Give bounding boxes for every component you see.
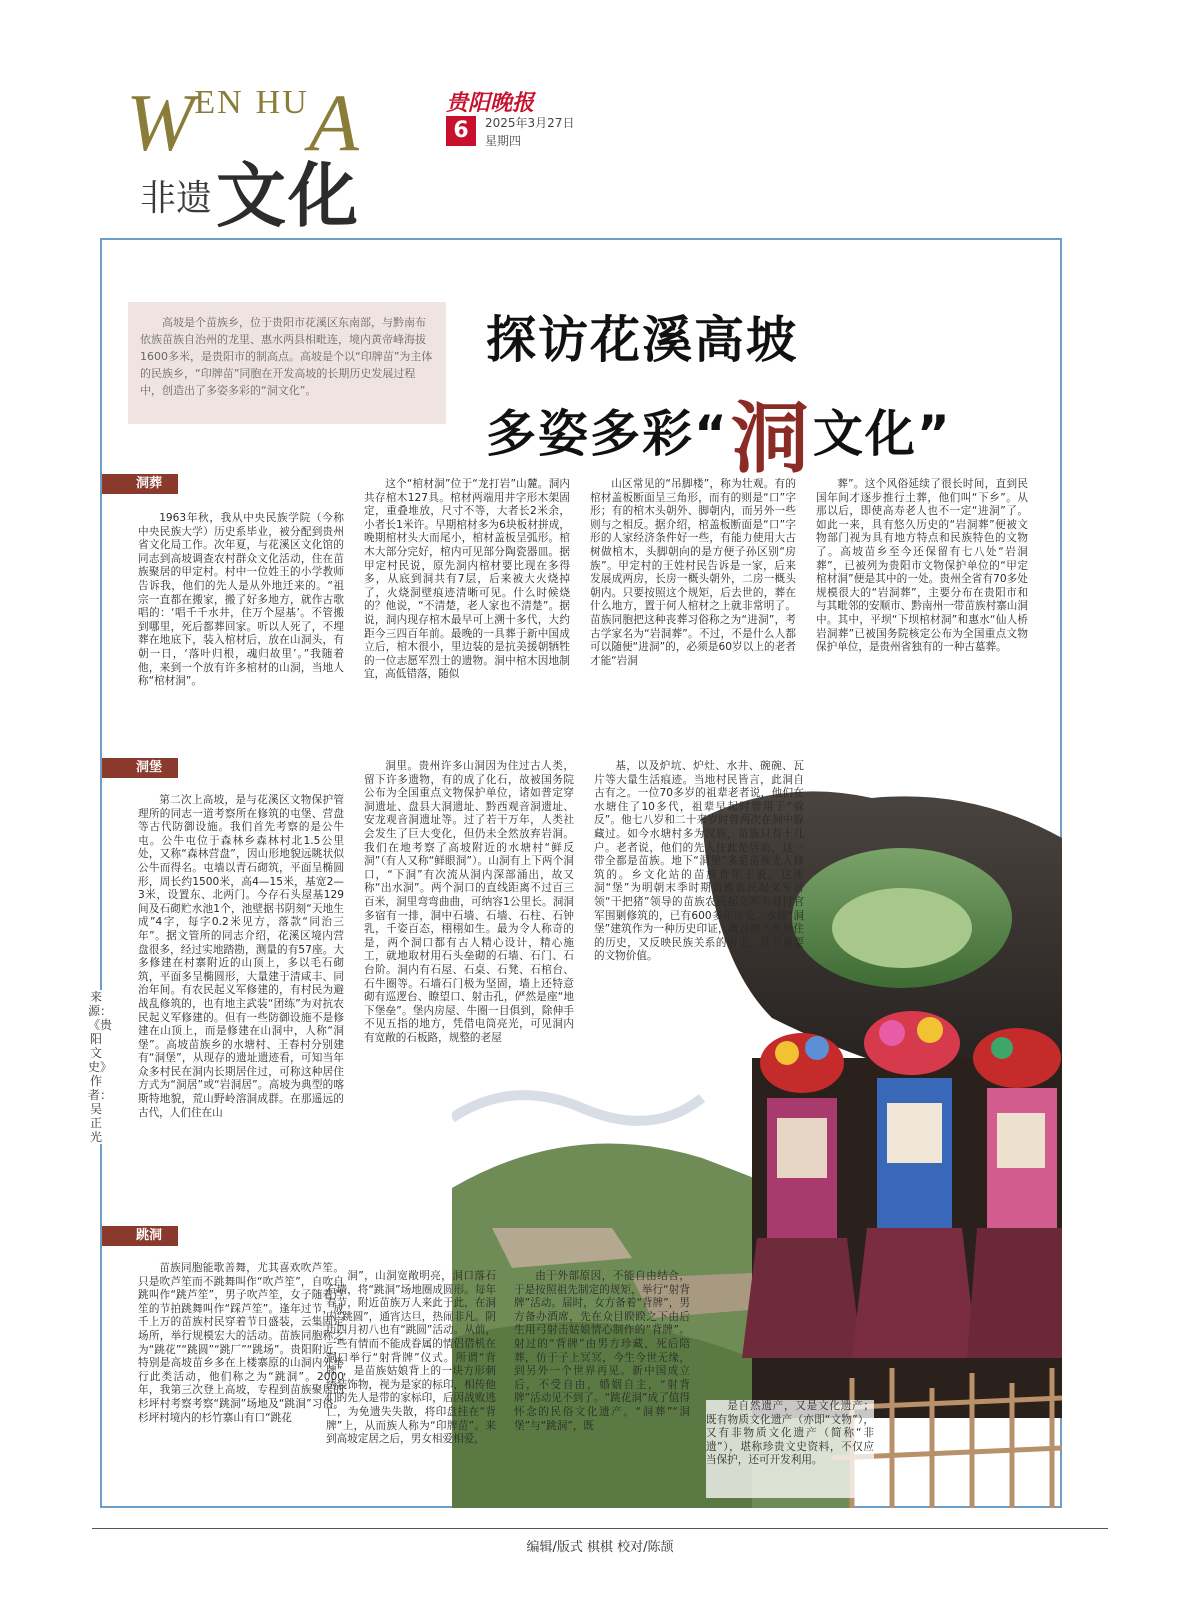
headline-line1: 探访花溪高坡 <box>486 311 798 369</box>
section1-col2: 这个“棺材洞”位于“龙打岩”山麓。洞内共存棺木127具。棺材两端用井字形木架固定，重叠堆放，尺寸不等，大者长2米余，小者长1米许。早期棺材多为6块板材拼成，晚期棺材头大而尾小，棺材盖板呈弧形。棺木大部分完好，棺内可见部分陶瓷器皿。据甲定村民说，原先洞内棺材要比现在多得多，从底到洞共有7层，后来被大火烧掉了，火烧洞壁痕迹清晰可见。什么时候烧的？他说，“不清楚，老人家也不清楚”。据说，洞内现存棺木最早可上溯十多代，大约距今三四百年前。最晚的一具葬于新中国成立后，棺木很小，里边装的是抗美援朝牺牲的一位志愿军烈士的遗物。洞中棺木因地制宜，高低错落，随似 <box>364 478 570 681</box>
section-feiyi: 非遗 <box>140 178 213 219</box>
source-note: 来源：《贵阳文史》作者：吴正光 <box>88 990 113 1144</box>
section-tag-dongzang: 洞葬 <box>102 474 178 494</box>
section3-col2: 洞”，山洞宽敞明亮，洞口落石石墙，将“跳洞”场地圈成圆形。每年春节，附近苗族万人来此于此，在洞内“跳圆”，通宵达旦，热闹非凡。阴历四月初八也有“跳圆”活动。从前，一些有情而不能成眷属的情侣借机在洞口举行“射背牌”仪式。所谓“背牌”，是苗族姑娘背上的一块方形刺绣装饰物，视为是家的标印，相传他们的先人是带的家标印，后因战败逃亡，为免遗失失散，将印盘挂在“背牌”上，从而族人称为“印牌苗”。来到高坡定居之后，男女相爱相爱， <box>326 1270 496 1446</box>
headline-line2: 多姿多彩“洞文化” <box>486 362 952 474</box>
section3-col1: 苗族同胞能歌善舞，尤其喜欢吹芦笙。只是吹芦笙而不跳舞叫作“吹芦笙”，自吹自跳叫作“跳芦笙”，男子吹芦笙，女子随着芦笙的节拍跳舞叫作“踩芦笙”。逢年过节，成千上万的苗族村民穿着节日盛装，云集固定场所，举行规模宏大的活动。苗族同胞称之为“跳花”“跳圆”“跳厂”“跳场”。贵阳附近，特别是高坡苗乡多在上楼寨原的山洞内外举行此类活动，他们称之为“跳洞”。2000年，我第三次登上高坡，专程到苗族聚居的杉坪村考察考察“跳洞”场地及“跳洞”习俗。杉坪村境内的杉竹寨山有口“跳花 <box>138 1262 344 1424</box>
section3-col3: 由于外部原因，不能自由结合，于是按照祖先制定的规矩，举行“射背牌”活动。届时，女方备着“背牌”，男方备办酒席，先在众目睽睽之下由后生用弓射击姑娘情心制作的“背牌”。射过的“背牌”由男方珍藏，死后陪葬，仿于子上冥冥，今生今世无缘，到另外一个世界再见。新中国成立后，不受自由，婚姻自主，“射背牌”活动见不到了。“跳花洞”成了值得怀念的民俗文化遗产。“洞葬”“洞堡”与“跳洞”，既 <box>514 1270 690 1432</box>
section1-col4: 葬”。这个风俗延续了很长时间，直到民国年间才逐步推行土葬，他们叫“下乡”。从那以后，即使高寿老人也不一定“进洞”了。如此一来，具有悠久历史的“岩洞葬”便被文物部门视为具有地方特点和民族特色的文物了。高坡苗乡至今还保留有七八处“岩洞葬”，已被列为贵阳市文物保护单位的“甲定棺材洞”便是其中的一处。贵州全省有70多处规模很大的“岩洞葬”，主要分布在贵阳市和与其毗邻的安顺市、黔南州一带苗族村寨山洞中。其中，平坝“下坝棺材洞”和惠水“仙人桥岩洞葬”已被国务院核定公布为全国重点文物保护单位，是贵州省独有的一种古墓葬。 <box>816 478 1028 654</box>
section2-col1: 第二次上高坡，是与花溪区文物保护管理所的同志一道考察所在修筑的屯堡、营盘等古代防御设施。我们首先考察的是公牛屯。公牛屯位于森林乡森林村北1.5公里处，又称“森林营盘”，因山形地貌远眺状似公牛而得名。屯墙以青石砌筑，平面呈椭圆形，周长约1500米，高4—15米，基宽2—3米，设置东、北两门。今存石头屋基129间及石砌贮水池1个，池壁据书阴刻“天地生成”4字，每字0.2米见方，落款“同治三年”。据文管所的同志介绍，花溪区境内营盘很多，经过实地踏勘，测量的有57座。大多修建在村寨附近的山顶上，多以毛石砌筑，平面多呈椭圆形，大量建于清咸丰、同治年间。有农民起义军修建的，有村民为避战乱修筑的，也有地主武装“团练”为对抗农民起义军修建的。但有一些防御设施不是修建在山顶上，而是修建在山洞中，人称“洞堡”。高坡苗族乡的水塘村、王春村分别建有“洞堡”，从现存的遗址遗迹看，可知当年众多村民在洞内长期居住过，可称这种居住方式为“洞居”或“岩洞居”。高坡为典型的喀斯特地貌，荒山野岭溶洞成群。在那遥远的古代，人们住在山 <box>138 794 344 1119</box>
page-number: 6 <box>446 116 476 146</box>
issue-date: 2025年3月27日 <box>485 116 575 130</box>
section2-col2: 洞里。贵州许多山洞因为住过古人类，留下许多遗物，有的成了化石，故被国务院公布为全国重点文物保护单位，诸如普定穿洞遗址、盘县大洞遗址、黔西观音洞遗址、安龙观音洞遗址等。过了若干万年，人类社会发生了巨大变化，但仍未全然放弃岩洞。我们在地考察了高坡附近的水塘村“鲜反洞”（有人又称“鲜眼洞”）。山洞有上下两个洞口，“下洞”有次流从洞内深部涌出，故又称“出水洞”。两个洞口的直线距离不过百三百米，洞里弯弯曲曲，可纳容1公里长。洞洞多宿有一排，洞中石墙、石墙、石柱、石钟乳，千姿百态，栩栩如生。最为令人称奇的是，两个洞口都有古人精心设计，精心施工，就地取材用石头垒砌的石墙、石门、石台阶。洞内有石屋、石桌、石凳、石棺台、石牛圈等。石墙石门极为坚固，墙上还特意砌有巡逻台、瞭望口、射击孔，俨然是座“地下堡垒”。堡内房屋、牛圈一目俱到，除伸手不见五指的地方，凭借电筒亮光，可见洞内有宽敞的石板路，规整的老屋 <box>364 760 574 1044</box>
intro-summary: 高坡是个苗族乡，位于贵阳市花溪区东南部，与黔南布依族苗族自治州的龙里、惠水两县相毗连，境内黄帝峰海拔1600多米，是贵阳市的制高点。高坡是个以“印牌苗”为主体的民族乡，“印牌苗”同胞在开发高坡的长期历史发展过程中，创造出了多姿多彩的“洞文化”。 <box>128 302 446 424</box>
newspaper-logo: 贵阳晚报 <box>446 90 535 116</box>
section1-col3: 山区常见的“吊脚楼”，称为壮观。有的棺材盖板断面呈三角形，而有的则是“口”字形；有的棺木头朝外、脚朝内，而另外一些则与之相反。据介绍，棺盖板断面是“口”字形的人家经济条件好一些，有能力使用大古树做棺木，头脚朝向的是方便子孙区别“房族”。甲定村的王姓村民告诉是一家，后来发展成两房，长房一概头朝外，二房一概头朝内。只要按照这个规矩，后去世的，葬在什么地方，置于何人棺材之上就非常明了。苗族同胞把这种丧葬习俗称之为“进洞”，考古学家名为“岩洞葬”。不过，不是什么人都可以随便“进洞”的，必须是60岁以上的老者才能“岩洞 <box>590 478 796 667</box>
section1-col1: 1963年秋，我从中央民族学院（今称中央民族大学）历史系毕业，被分配到贵州省文化局工作。次年夏，与花溪区文化馆的同志到高坡调查农村群众文化活动，住在苗族聚居的甲定村。村中一位姓王的小学教师告诉我，他们的先人是从外地迁来的。“祖宗一直都在搬家，搬了好多地方，就作古歌唱的：‘唱千千水井，住万个屋基’。不管搬到哪里，死后都葬回家。听以人死了，不埋葬在地底下，装入棺材后，放在山洞头，有朝一日，‘落叶归根，魂归故里’。”我随着他，来到一个放有许多棺材的山洞，当地人称“棺材洞”。 <box>138 512 344 688</box>
headline-highlight: 洞 <box>730 393 811 484</box>
dancers-figures <box>742 1011 1062 1418</box>
section-wenhua: 文化 <box>216 154 360 237</box>
wen-hua-logo: WEN HUA <box>126 77 359 168</box>
footer-rule <box>92 1528 1108 1529</box>
section3-col4: 是自然遗产，又是文化遗产；既有物质文化遗产（亦即“文物”），又有非物质文化遗产（简称“非遗”），堪称珍贵文史资料，不仅应当保护，还可开发利用。 <box>706 1400 874 1498</box>
section-tag-dongbao: 洞堡 <box>102 758 178 778</box>
section2-col3: 基，以及炉坑、炉灶、水井、碗碗、瓦片等大量生活痕迹。当地村民皆言，此洞自古有之。一位70多岁的祖辈老者说，他们在水塘住了10多代，祖辈早起时曾用于“躲反”。他七八岁和二十来岁时曾两次在洞中躲藏过。如今水塘村多为汉族，苗族只有十几户。老者说，他们的先人住此是居前，这一带全都是苗族。地下“洞堡”多是苗族先人修筑的。乡文化站的苗族青年王说，这座洞“堡”为明朝末季时期苗族农民起义军首领“干把猪”领导的苗族农民起义军为对付官军围剿修筑的，已有600多年历史。水塘“洞堡”建筑作为一种历史印证，既反映人类居住的历史，又反映民族关系的历史，具有重要的文物价值。 <box>594 760 804 963</box>
section-tag-tiaodong: 跳洞 <box>102 1226 178 1246</box>
issue-weekday: 星期四 <box>485 134 522 148</box>
editor-credits: 编辑/版式 棋棋 校对/陈颉 <box>526 1540 674 1555</box>
